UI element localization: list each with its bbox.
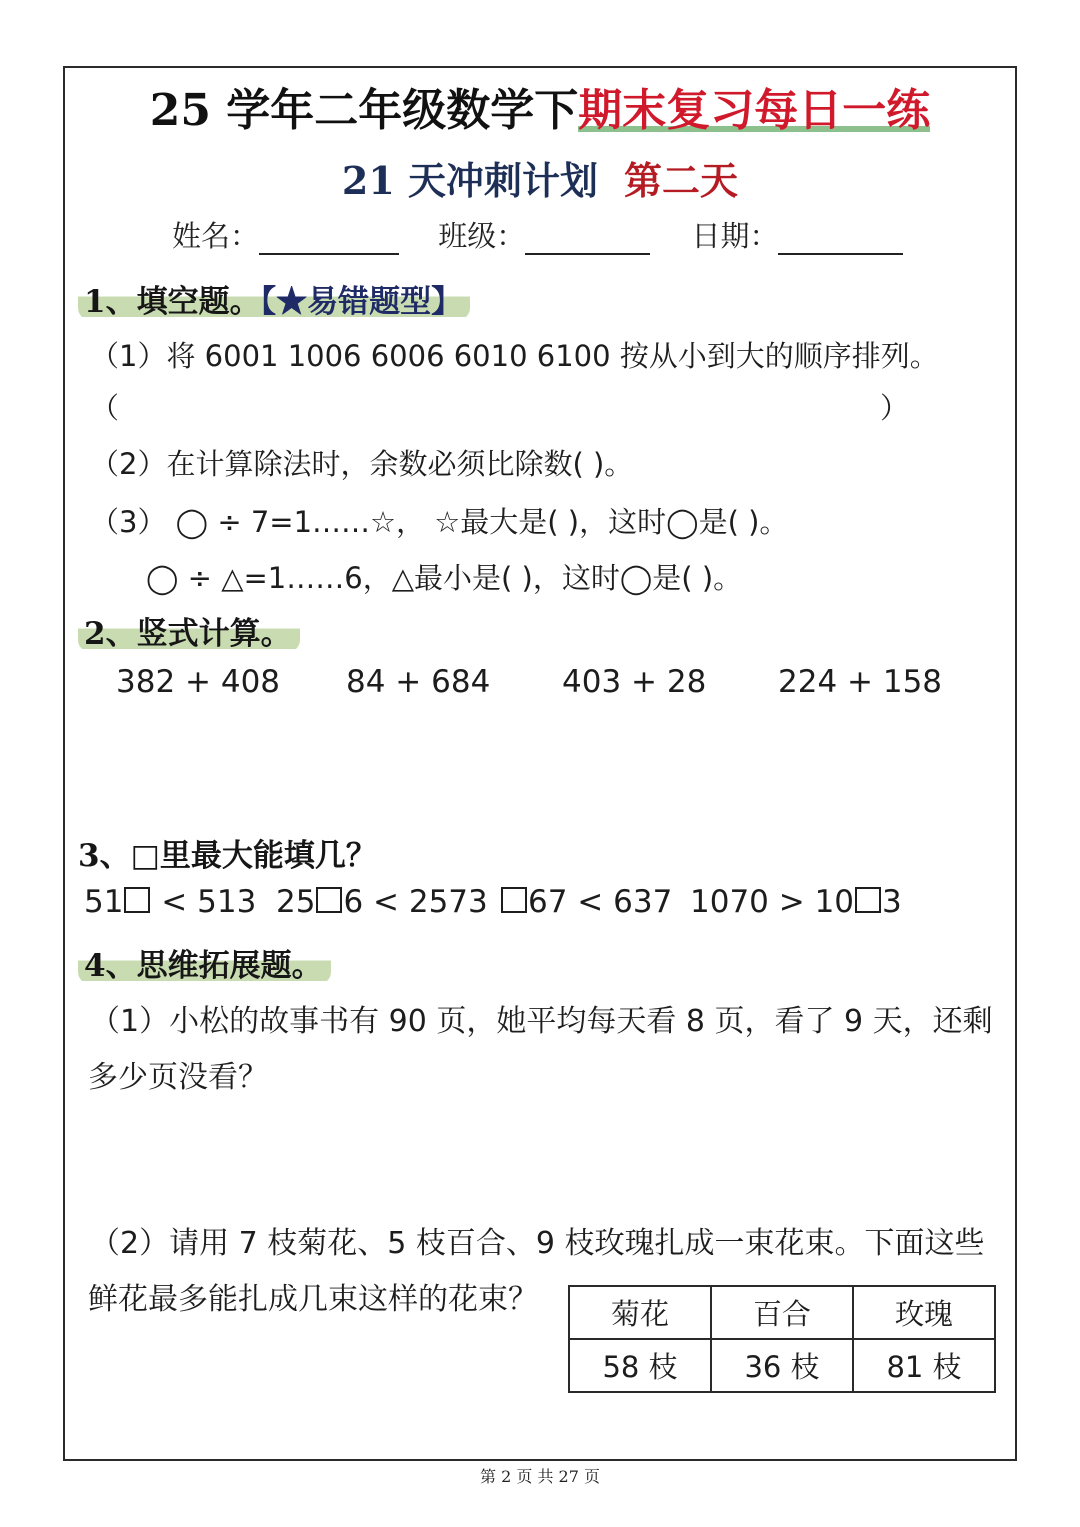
student-info-row [172,214,903,255]
fill-item-3 [500,884,672,920]
fill-text: 1070 > 10 [690,884,855,920]
subtitle-day: 第二天 [624,158,739,203]
blank-box[interactable] [316,887,342,913]
name-label: 姓名： [172,219,260,253]
table-header-cell: 菊花 [569,1286,711,1339]
title-highlight: 期末复习每日一练 [578,85,931,136]
blank-box[interactable] [124,887,150,913]
question-1-3-line2: ◯ ÷ △=1……6，△最小是( )，这时◯是( )。 [146,561,743,595]
fill-item-2 [276,884,488,920]
section-1-title: 1、填空题。 [84,284,261,320]
calc-item: 382 + 408 [116,664,281,700]
fill-text: 6 < 2573 [343,884,488,920]
question-4-1-line1: （1）小松的故事书有 90 页，她平均每天看 8 页，看了 9 天，还剩 [90,1004,993,1039]
section-4-heading [78,940,331,985]
subtitle-plan: 21 天冲刺计划 [341,158,599,203]
calc-item: 403 + 28 [562,664,707,700]
table-cell: 81 枝 [853,1339,995,1392]
question-1-2: （2）在计算除法时，余数必须比除数( )。 [90,447,634,481]
answer-paren-open: （ [90,391,120,425]
flower-table [568,1285,996,1393]
calc-item: 84 + 684 [346,664,491,700]
table-row [569,1339,995,1392]
name-field[interactable] [259,223,399,255]
table-header-cell: 百合 [711,1286,853,1339]
fill-item-1 [84,884,256,920]
section-4-title: 4、思维拓展题。 [78,948,331,984]
question-1-1: （1）将 6001 1006 6006 6010 6100 按从小到大的顺序排列。 [90,339,939,373]
fill-text: < 513 [151,884,257,920]
page-subtitle [0,150,1080,205]
question-4-2-line2: 鲜花最多能扎成几束这样的花束？ [88,1282,538,1317]
section-2-title: 2、竖式计算。 [78,616,300,652]
page-number: 第 2 页 共 27 页 [480,1467,600,1486]
page-title [0,74,1080,138]
table-header-cell: 玫瑰 [853,1286,995,1339]
blank-box[interactable] [501,887,527,913]
question-4-2-line1: （2）请用 7 枝菊花、5 枝百合、9 枝玫瑰扎成一束花束。下面这些 [90,1226,985,1261]
table-header-row [569,1286,995,1339]
class-field[interactable] [525,223,650,255]
section-1-tag: 【★易错题型】 [260,284,463,320]
section-3-title: 3、□里最大能填几？ [78,838,377,874]
section-3-heading [78,830,377,875]
class-label: 班级： [438,219,526,253]
date-field[interactable] [778,223,903,255]
blank-box[interactable] [855,887,881,913]
title-main: 25 学年二年级数学下 [149,85,579,136]
table-cell: 58 枝 [569,1339,711,1392]
fill-text: 25 [276,884,316,920]
section-1-heading [78,276,470,321]
question-4-1-line2: 多少页没看？ [88,1060,268,1095]
date-label: 日期： [691,219,779,253]
fill-text: 67 < 637 [528,884,673,920]
fill-text: 51 [84,884,124,920]
fill-item-4 [690,884,902,920]
fill-text: 3 [882,884,902,920]
answer-paren-close: ） [880,391,910,425]
calc-item: 224 + 158 [778,664,943,700]
section-2-heading [78,608,300,653]
table-cell: 36 枝 [711,1339,853,1392]
question-1-3-line1: （3） ◯ ÷ 7=1……☆， ☆最大是( )，这时◯是( )。 [90,505,789,539]
